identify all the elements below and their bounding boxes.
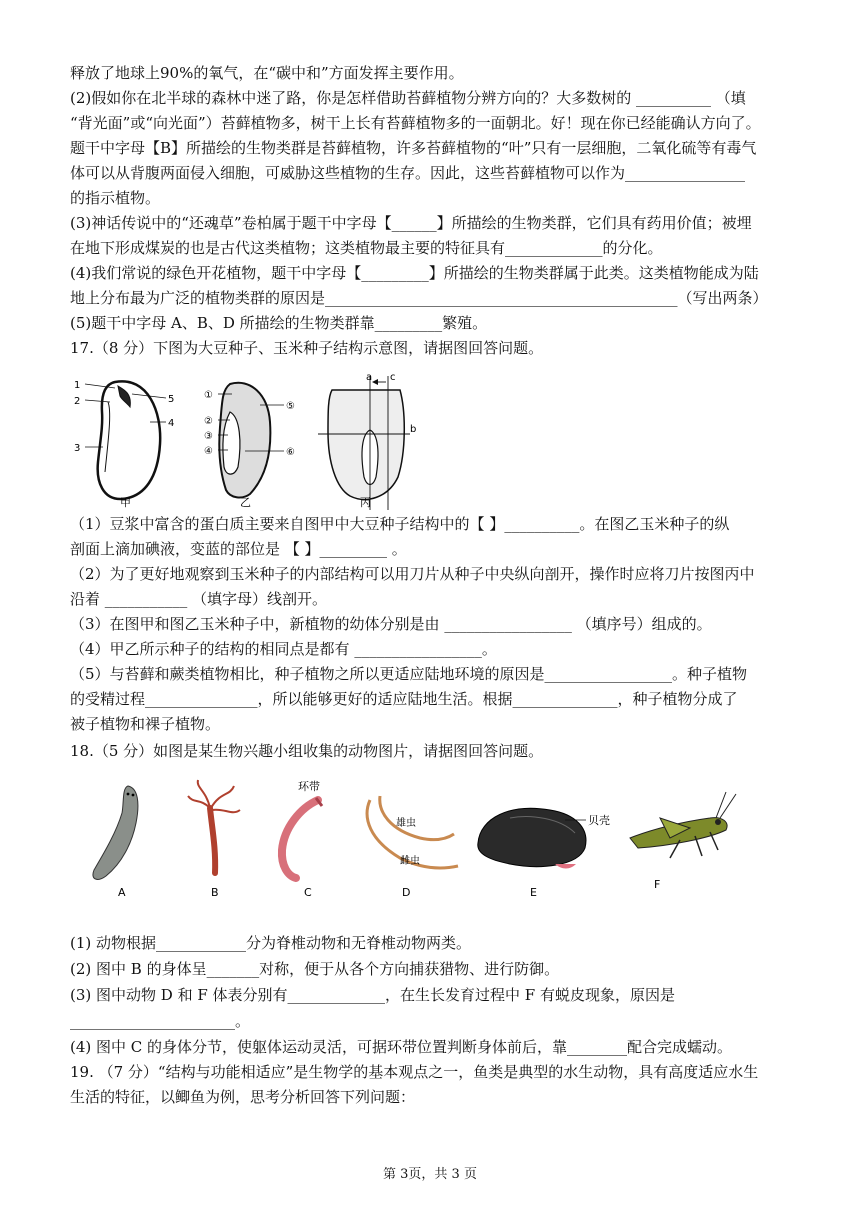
label: a bbox=[366, 372, 373, 383]
d-male-callout: 雄虫 bbox=[396, 818, 416, 829]
text-line: (1) 动物根据____________分为脊椎动物和无脊椎动物两类。 bbox=[70, 934, 472, 952]
text-line: 被子植物和裸子植物。 bbox=[70, 715, 221, 733]
text-line: 体可以从背腹两面侵入细胞，可威胁这些植物的生存。因此，这些苔藓植物可以作为________________ bbox=[70, 164, 746, 182]
text-line: （1）豆浆中富含的蛋白质主要来自图甲中大豆种子结构中的【 】__________。在图乙玉米种子的纵 bbox=[70, 515, 730, 533]
text-line: 释放了地球上90%的氧气，在“碳中和”方面发挥主要作用。 bbox=[70, 64, 464, 82]
animal-d-roundworms bbox=[367, 796, 458, 898]
text-line: “背光面”或“向光面”）苔藓植物多，树干上长有苔藓植物多的一面朝北。好！现在你已经能确认方向了。 bbox=[70, 114, 761, 132]
soybean-seed-diagram bbox=[74, 380, 174, 509]
text-line: （2）为了更好地观察到玉米种子的内部结构可以用刀片从种子中央纵向剖开，操作时应将刀片按图丙中 bbox=[70, 565, 755, 583]
label: ② bbox=[204, 416, 213, 427]
label: 5 bbox=[168, 394, 175, 405]
corn-seed-diagram bbox=[204, 383, 295, 509]
caption: 甲 bbox=[120, 496, 131, 509]
animal-e-mussel bbox=[478, 808, 610, 898]
text-line: (4) 图中 C 的身体分节，使躯体运动灵活，可据环带位置判断身体前后，靠________配合完成蠕动。 bbox=[70, 1038, 733, 1056]
animal-b-hydra bbox=[188, 780, 240, 898]
label: ④ bbox=[204, 446, 213, 457]
text-line: ______________________。 bbox=[70, 1012, 251, 1030]
text-line: 的受精过程_______________，所以能够更好的适应陆地生活。根据______________，种子植物分成了 bbox=[70, 690, 738, 708]
corn-cut-diagram bbox=[318, 372, 416, 510]
text-line: （4）甲乙所示种子的结构的相同点是都有 _________________。 bbox=[70, 640, 497, 658]
text-line: (5)题干中字母 A、B、D 所描绘的生物类群靠_________繁殖。 bbox=[70, 314, 488, 332]
animal-f-grasshopper bbox=[630, 792, 736, 891]
label: ③ bbox=[204, 431, 213, 442]
text-line: （3）在图甲和图乙玉米种子中，新植物的幼体分别是由 _________________ （填序号）组成的。 bbox=[70, 615, 712, 633]
question-18-heading: 18.（5 分）如图是某生物兴趣小组收集的动物图片，请据图回答问题。 bbox=[70, 742, 544, 760]
caption: 丙 bbox=[360, 496, 371, 509]
text-line: 沿着 ___________ （填字母）线剖开。 bbox=[70, 590, 328, 608]
text-line: 在地下形成煤炭的也是古代这类植物；这类植物最主要的特征具有_____________的分化。 bbox=[70, 239, 663, 257]
question-17-heading: 17.（8 分）下图为大豆种子、玉米种子结构示意图，请据图回答问题。 bbox=[70, 339, 544, 357]
caption: F bbox=[654, 878, 661, 891]
text-line: 地上分布最为广泛的植物类群的原因是_______________________________________________（写出两条） bbox=[70, 289, 768, 307]
caption: C bbox=[304, 886, 312, 898]
seed-structure-figure bbox=[70, 372, 430, 512]
text-line: (3)神话传说中的“还魂草”卷柏属于题干中字母【______】所描绘的生物类群，它们具有药用价值；被埋 bbox=[70, 214, 752, 232]
animal-a-planarian bbox=[93, 786, 138, 898]
caption: B bbox=[211, 886, 219, 898]
question-19-heading: 19. （7 分）“结构与功能相适应”是生物学的基本观点之一，鱼类是典型的水生动物，具有高度适应水生 bbox=[70, 1063, 759, 1081]
text-line: (2) 图中 B 的身体呈_______对称，便于从各个方向捕获猎物、进行防御。 bbox=[70, 960, 560, 978]
animal-pictures-figure bbox=[70, 778, 750, 898]
text-line: (4)我们常说的绿色开花植物，题干中字母【_________】所描绘的生物类群属于此类。这类植物能成为陆 bbox=[70, 264, 759, 282]
label: b bbox=[410, 424, 417, 435]
animal-c-earthworm bbox=[282, 779, 322, 898]
text-line: 生活的特征，以鲫鱼为例，思考分析回答下列问题： bbox=[70, 1088, 416, 1106]
label: ① bbox=[204, 390, 213, 401]
text-line: 的指示植物。 bbox=[70, 189, 161, 207]
label: 2 bbox=[74, 396, 81, 407]
label: 4 bbox=[168, 418, 175, 429]
c-band-callout: 环带 bbox=[298, 780, 320, 793]
label: 3 bbox=[74, 443, 81, 454]
d-female-callout: 雌虫 bbox=[400, 856, 420, 867]
e-shell-callout: 贝壳 bbox=[588, 814, 610, 827]
caption: D bbox=[402, 886, 411, 898]
caption: E bbox=[530, 886, 537, 898]
page-footer: 第 3页，共 3 页 bbox=[383, 1167, 477, 1182]
caption: 乙 bbox=[240, 496, 251, 509]
label: 1 bbox=[74, 380, 81, 391]
text-line: (2)假如你在北半球的森林中迷了路，你是怎样借助苔藓植物分辨方向的？大多数树的 __________ （填 bbox=[70, 89, 746, 107]
text-line: 题干中字母【B】所描绘的生物类群是苔藓植物，许多苔藓植物的“叶”只有一层细胞，二氧化硫等有毒气 bbox=[70, 139, 757, 157]
label: ⑥ bbox=[286, 447, 295, 458]
text-line: (3) 图中动物 D 和 F 体表分别有_____________，在生长发育过程中 F 有蜕皮现象，原因是 bbox=[70, 986, 675, 1004]
text-line: （5）与苔藓和蕨类植物相比，种子植物之所以更适应陆地环境的原因是_________________。种子植物 bbox=[70, 665, 748, 683]
text-line: 剖面上滴加碘液，变蓝的部位是 【 】_________ 。 bbox=[70, 540, 407, 558]
label: c bbox=[390, 372, 396, 383]
caption: A bbox=[118, 886, 126, 898]
label: ⑤ bbox=[286, 401, 295, 412]
